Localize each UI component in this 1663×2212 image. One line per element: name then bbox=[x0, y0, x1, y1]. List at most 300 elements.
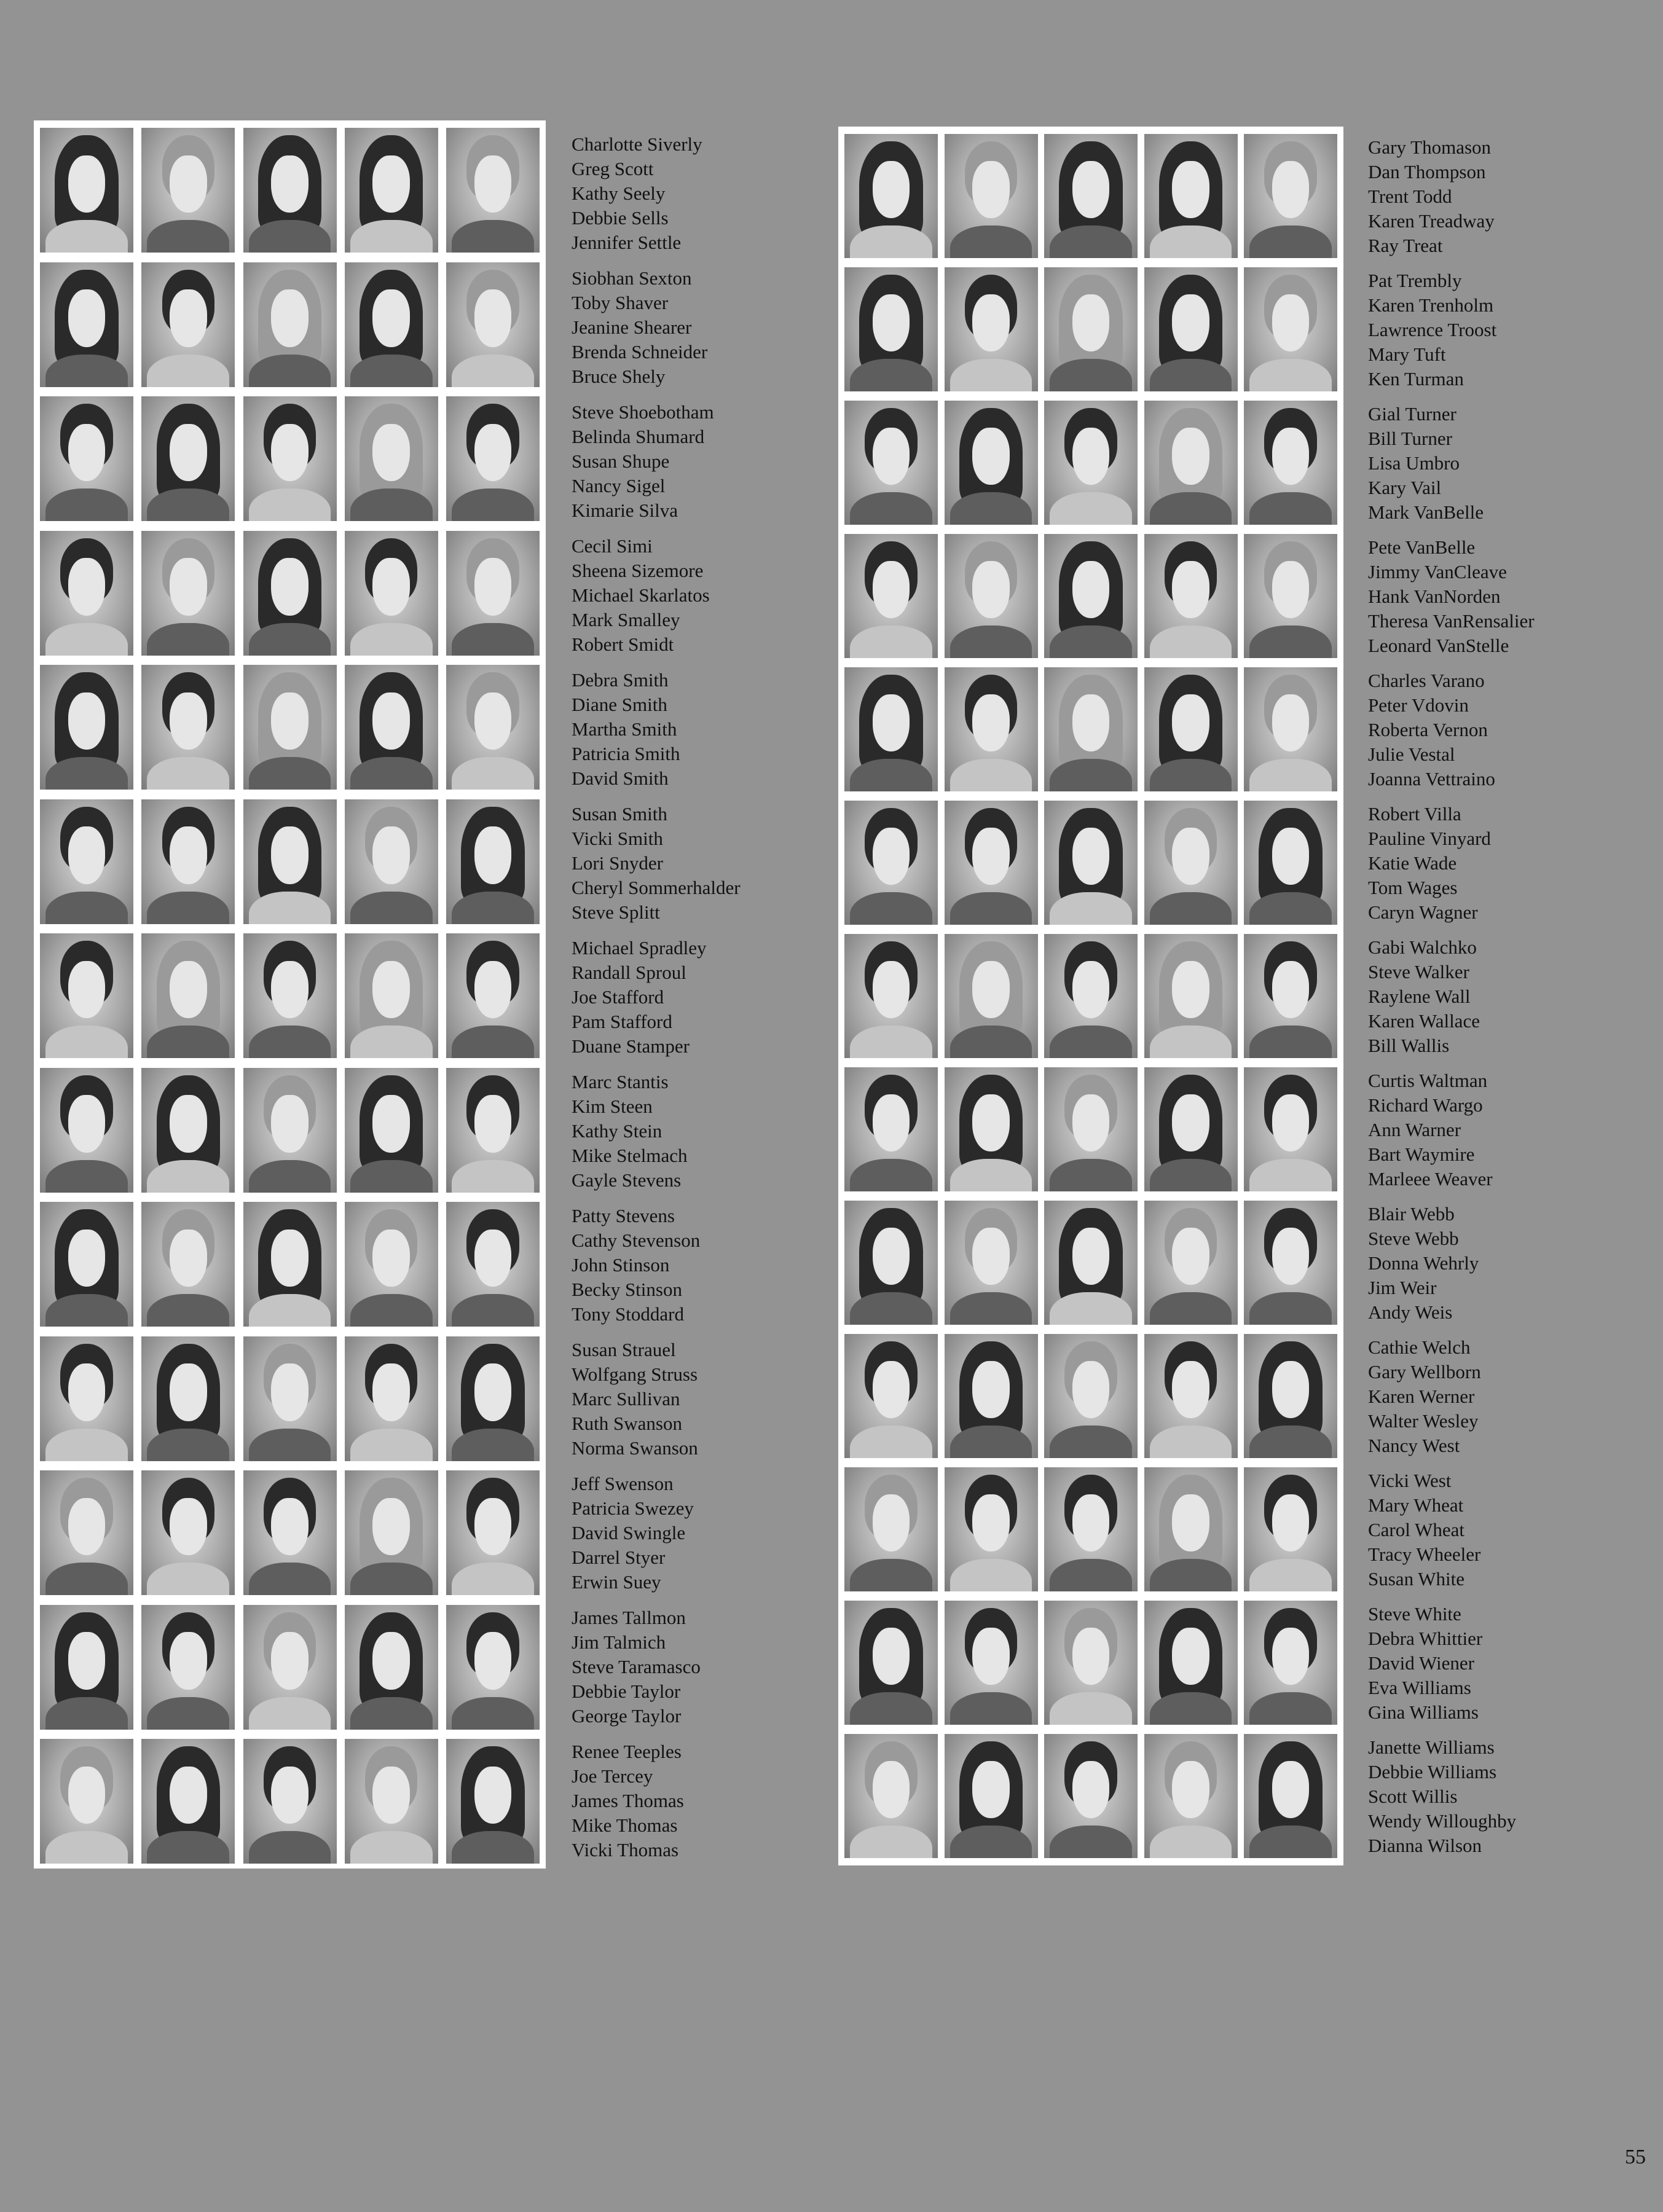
student-name: Trent Todd bbox=[1368, 186, 1452, 207]
right-photo-row bbox=[844, 1601, 1337, 1725]
student-name: Kary Vail bbox=[1368, 477, 1442, 498]
student-name: Pete VanBelle bbox=[1368, 536, 1476, 558]
student-name: Nancy Sigel bbox=[572, 475, 666, 496]
student-portrait bbox=[446, 933, 540, 1058]
student-name: Debra Whittier bbox=[1368, 1628, 1483, 1649]
student-portrait bbox=[844, 401, 938, 525]
student-portrait bbox=[1144, 1467, 1238, 1591]
student-portrait bbox=[1144, 801, 1238, 925]
student-portrait bbox=[1144, 1734, 1238, 1858]
name-group bbox=[1368, 1735, 1516, 1858]
student-name: Gabi Walchko bbox=[1368, 936, 1477, 958]
student-portrait bbox=[243, 1605, 337, 1730]
student-portrait bbox=[141, 1739, 235, 1864]
student-portrait bbox=[844, 667, 938, 791]
student-name: Ray Treat bbox=[1368, 235, 1443, 256]
student-name: Debbie Williams bbox=[1368, 1761, 1497, 1783]
student-name: Hank VanNorden bbox=[1368, 586, 1501, 607]
student-name: Steve Taramasco bbox=[572, 1656, 701, 1677]
student-name: Randall Sproul bbox=[572, 962, 686, 983]
student-portrait bbox=[141, 1470, 235, 1595]
student-name: Renee Teeples bbox=[572, 1741, 682, 1762]
student-name: Jim Weir bbox=[1368, 1277, 1437, 1298]
student-portrait bbox=[243, 1336, 337, 1461]
student-portrait bbox=[844, 1334, 938, 1458]
student-name: Susan Strauel bbox=[572, 1339, 676, 1360]
student-portrait bbox=[844, 1734, 938, 1858]
student-portrait bbox=[844, 534, 938, 658]
student-portrait bbox=[1044, 134, 1138, 258]
student-name: Robert Smidt bbox=[572, 633, 674, 655]
student-portrait bbox=[1144, 1201, 1238, 1325]
student-name: Curtis Waltman bbox=[1368, 1070, 1488, 1091]
student-portrait bbox=[1144, 934, 1238, 1058]
student-portrait bbox=[141, 799, 235, 924]
student-name: Sheena Sizemore bbox=[572, 560, 704, 581]
student-portrait bbox=[1244, 934, 1337, 1058]
student-portrait bbox=[1044, 801, 1138, 925]
student-name: Becky Stinson bbox=[572, 1279, 682, 1300]
student-portrait bbox=[1044, 1601, 1138, 1725]
student-portrait bbox=[345, 396, 438, 521]
student-portrait bbox=[844, 1467, 938, 1591]
left-photo-row bbox=[40, 933, 540, 1058]
student-name: Scott Willis bbox=[1368, 1786, 1458, 1807]
student-name: Ken Turman bbox=[1368, 368, 1464, 390]
student-name: Debbie Taylor bbox=[572, 1681, 681, 1702]
student-name: Tom Wages bbox=[1368, 877, 1458, 898]
student-portrait bbox=[1244, 1734, 1337, 1858]
student-portrait bbox=[446, 262, 540, 387]
student-name: Siobhan Sexton bbox=[572, 267, 692, 289]
student-portrait bbox=[945, 267, 1038, 391]
student-name: Cheryl Sommerhalder bbox=[572, 877, 741, 898]
student-portrait bbox=[345, 1068, 438, 1193]
student-name: Kim Steen bbox=[572, 1096, 653, 1117]
student-portrait bbox=[243, 1068, 337, 1193]
left-photo-row bbox=[40, 128, 540, 253]
left-photo-row bbox=[40, 1068, 540, 1193]
student-portrait bbox=[945, 534, 1038, 658]
student-portrait bbox=[40, 396, 133, 521]
name-group bbox=[572, 802, 741, 925]
student-portrait bbox=[1244, 1334, 1337, 1458]
student-portrait bbox=[141, 1336, 235, 1461]
student-name: Cecil Simi bbox=[572, 535, 653, 557]
student-name: Steve Shoebotham bbox=[572, 401, 714, 423]
student-portrait bbox=[40, 1336, 133, 1461]
left-photo-row bbox=[40, 1605, 540, 1730]
left-photo-row bbox=[40, 799, 540, 924]
student-name: Steve Walker bbox=[1368, 961, 1469, 982]
student-portrait bbox=[945, 667, 1038, 791]
student-portrait bbox=[446, 1068, 540, 1193]
student-name: Vicki Smith bbox=[572, 828, 663, 849]
student-portrait bbox=[141, 933, 235, 1058]
student-portrait bbox=[1244, 134, 1337, 258]
student-portrait bbox=[345, 799, 438, 924]
student-name: Debbie Sells bbox=[572, 207, 669, 229]
student-portrait bbox=[1144, 1334, 1238, 1458]
student-name: Patricia Smith bbox=[572, 743, 680, 764]
student-name: Charlotte Siverly bbox=[572, 133, 702, 155]
student-name: Gayle Stevens bbox=[572, 1169, 682, 1191]
student-name: Gary Thomason bbox=[1368, 136, 1492, 158]
student-portrait bbox=[40, 531, 133, 656]
name-group bbox=[1368, 935, 1480, 1058]
student-portrait bbox=[345, 1470, 438, 1595]
student-portrait bbox=[1244, 667, 1337, 791]
name-group bbox=[1368, 802, 1491, 925]
student-portrait bbox=[345, 1336, 438, 1461]
student-portrait bbox=[243, 396, 337, 521]
student-name: Mike Stelmach bbox=[572, 1145, 688, 1166]
student-name: George Taylor bbox=[572, 1705, 682, 1727]
student-portrait bbox=[1244, 534, 1337, 658]
student-name: Cathy Stevenson bbox=[572, 1230, 701, 1251]
left-photo-row bbox=[40, 665, 540, 790]
student-name: Kathy Stein bbox=[572, 1120, 662, 1142]
name-group bbox=[572, 266, 707, 389]
student-name: Bruce Shely bbox=[572, 366, 666, 387]
student-portrait bbox=[945, 801, 1038, 925]
student-name: Gina Williams bbox=[1368, 1701, 1479, 1723]
student-name: Mary Wheat bbox=[1368, 1494, 1464, 1516]
right-photo-row bbox=[844, 401, 1337, 525]
student-portrait bbox=[141, 1202, 235, 1327]
student-name: Michael Skarlatos bbox=[572, 584, 710, 606]
name-group bbox=[1368, 135, 1495, 258]
right-photo-row bbox=[844, 1334, 1337, 1458]
student-name: Bill Turner bbox=[1368, 428, 1452, 449]
student-portrait bbox=[1044, 1467, 1138, 1591]
student-name: Karen Werner bbox=[1368, 1386, 1475, 1407]
name-group bbox=[572, 1338, 698, 1461]
student-name: Dan Thompson bbox=[1368, 161, 1486, 182]
student-portrait bbox=[1144, 1601, 1238, 1725]
student-name: Darrel Styer bbox=[572, 1547, 666, 1568]
student-name: David Wiener bbox=[1368, 1652, 1474, 1674]
student-name: Ruth Swanson bbox=[572, 1413, 682, 1434]
student-name: Steve White bbox=[1368, 1603, 1461, 1625]
student-name: Cathie Welch bbox=[1368, 1336, 1471, 1358]
right-photo-row bbox=[844, 801, 1337, 925]
student-name: Joe Tercey bbox=[572, 1765, 653, 1787]
student-portrait bbox=[945, 1067, 1038, 1191]
student-name: Dianna Wilson bbox=[1368, 1835, 1482, 1856]
student-portrait bbox=[446, 1336, 540, 1461]
student-portrait bbox=[141, 262, 235, 387]
student-portrait bbox=[345, 933, 438, 1058]
student-name: Joanna Vettraino bbox=[1368, 768, 1495, 790]
student-portrait bbox=[40, 933, 133, 1058]
left-photo-row bbox=[40, 1739, 540, 1864]
student-name: Tony Stoddard bbox=[572, 1303, 684, 1325]
student-name: Wolfgang Struss bbox=[572, 1363, 698, 1385]
student-name: Greg Scott bbox=[572, 158, 654, 179]
student-name: Michael Spradley bbox=[572, 937, 707, 959]
student-portrait bbox=[243, 799, 337, 924]
student-portrait bbox=[446, 1605, 540, 1730]
student-name: Donna Wehrly bbox=[1368, 1252, 1479, 1274]
student-name: Tracy Wheeler bbox=[1368, 1543, 1481, 1565]
name-group bbox=[1368, 1202, 1479, 1325]
student-name: Mary Tuft bbox=[1368, 343, 1446, 365]
student-name: Jeff Swenson bbox=[572, 1473, 674, 1494]
student-portrait bbox=[1044, 1334, 1138, 1458]
student-name: Blair Webb bbox=[1368, 1203, 1455, 1225]
student-portrait bbox=[446, 531, 540, 656]
student-portrait bbox=[945, 1734, 1038, 1858]
student-name: Mike Thomas bbox=[572, 1814, 678, 1836]
student-name: Patricia Swezey bbox=[572, 1497, 694, 1519]
student-name: John Stinson bbox=[572, 1254, 670, 1276]
student-name: Karen Treadway bbox=[1368, 210, 1495, 232]
student-name: Robert Villa bbox=[1368, 803, 1461, 825]
right-photo-row bbox=[844, 1734, 1337, 1858]
student-name: Walter Wesley bbox=[1368, 1410, 1479, 1432]
student-name: Martha Smith bbox=[572, 718, 677, 740]
student-portrait bbox=[243, 665, 337, 790]
student-portrait bbox=[1244, 267, 1337, 391]
student-name: Marleee Weaver bbox=[1368, 1168, 1493, 1190]
student-portrait bbox=[446, 1202, 540, 1327]
student-portrait bbox=[446, 396, 540, 521]
student-portrait bbox=[345, 1739, 438, 1864]
student-portrait bbox=[1144, 1067, 1238, 1191]
student-name: Susan Smith bbox=[572, 803, 667, 825]
student-portrait bbox=[844, 934, 938, 1058]
student-portrait bbox=[243, 128, 337, 253]
student-portrait bbox=[243, 1470, 337, 1595]
name-group bbox=[572, 1606, 701, 1728]
student-name: Caryn Wagner bbox=[1368, 901, 1478, 923]
name-group bbox=[572, 1739, 684, 1862]
student-name: Jennifer Settle bbox=[572, 232, 682, 253]
student-portrait bbox=[40, 1605, 133, 1730]
student-name: Bill Wallis bbox=[1368, 1035, 1450, 1056]
student-name: Kathy Seely bbox=[572, 182, 666, 204]
left-photo-row bbox=[40, 531, 540, 656]
student-name: Charles Varano bbox=[1368, 670, 1485, 691]
student-name: Nancy West bbox=[1368, 1435, 1460, 1456]
student-name: David Smith bbox=[572, 767, 669, 789]
student-portrait bbox=[1044, 1734, 1138, 1858]
student-portrait bbox=[1044, 667, 1138, 791]
student-name: Lisa Umbro bbox=[1368, 452, 1460, 474]
student-name: Karen Wallace bbox=[1368, 1010, 1480, 1032]
student-portrait bbox=[345, 531, 438, 656]
student-name: Lori Snyder bbox=[572, 852, 663, 874]
student-name: Andy Weis bbox=[1368, 1301, 1453, 1323]
name-group bbox=[1368, 269, 1496, 391]
student-portrait bbox=[1144, 534, 1238, 658]
name-group bbox=[572, 1472, 694, 1594]
student-portrait bbox=[40, 1470, 133, 1595]
student-name: Bart Waymire bbox=[1368, 1143, 1475, 1165]
left-photo-row bbox=[40, 1336, 540, 1461]
student-portrait bbox=[243, 1739, 337, 1864]
student-name: Steve Webb bbox=[1368, 1228, 1459, 1249]
student-portrait bbox=[345, 262, 438, 387]
student-name: Jimmy VanCleave bbox=[1368, 561, 1507, 582]
name-group bbox=[1368, 669, 1495, 791]
student-portrait bbox=[141, 396, 235, 521]
student-name: Patty Stevens bbox=[572, 1205, 675, 1226]
name-group bbox=[1368, 1069, 1493, 1191]
student-portrait bbox=[945, 934, 1038, 1058]
right-photo-panel bbox=[838, 127, 1343, 1865]
student-name: Karen Trenholm bbox=[1368, 294, 1494, 316]
student-name: Marc Sullivan bbox=[572, 1388, 680, 1410]
student-portrait bbox=[1144, 134, 1238, 258]
student-portrait bbox=[40, 1068, 133, 1193]
student-portrait bbox=[243, 262, 337, 387]
student-portrait bbox=[945, 1334, 1038, 1458]
student-portrait bbox=[945, 1601, 1038, 1725]
student-name: Susan White bbox=[1368, 1568, 1464, 1590]
student-portrait bbox=[1244, 1601, 1337, 1725]
student-name: Brenda Schneider bbox=[572, 341, 708, 363]
student-name: Vicki Thomas bbox=[572, 1839, 679, 1861]
student-portrait bbox=[446, 1470, 540, 1595]
student-portrait bbox=[945, 1467, 1038, 1591]
student-portrait bbox=[243, 1202, 337, 1327]
student-name: Richard Wargo bbox=[1368, 1094, 1483, 1116]
name-group bbox=[572, 1204, 700, 1327]
name-group bbox=[1368, 1469, 1480, 1591]
student-name: James Thomas bbox=[572, 1790, 684, 1811]
student-portrait bbox=[141, 531, 235, 656]
student-name: Gial Turner bbox=[1368, 403, 1457, 425]
name-group bbox=[1368, 402, 1484, 525]
student-name: Debra Smith bbox=[572, 669, 669, 691]
student-name: Joe Stafford bbox=[572, 986, 664, 1008]
student-portrait bbox=[1244, 1067, 1337, 1191]
student-portrait bbox=[1144, 401, 1238, 525]
student-name: Belinda Shumard bbox=[572, 426, 705, 447]
student-name: Susan Shupe bbox=[572, 450, 670, 472]
student-name: James Tallmon bbox=[572, 1607, 686, 1628]
student-name: Pam Stafford bbox=[572, 1011, 672, 1032]
student-portrait bbox=[1244, 401, 1337, 525]
student-name: Roberta Vernon bbox=[1368, 719, 1488, 740]
student-portrait bbox=[844, 134, 938, 258]
student-portrait bbox=[1044, 534, 1138, 658]
left-photo-row bbox=[40, 1202, 540, 1327]
student-portrait bbox=[446, 665, 540, 790]
name-group bbox=[572, 1070, 688, 1193]
student-name: Steve Splitt bbox=[572, 901, 660, 923]
student-name: Pat Trembly bbox=[1368, 270, 1462, 291]
student-portrait bbox=[1044, 1067, 1138, 1191]
student-name: Julie Vestal bbox=[1368, 743, 1455, 765]
right-photo-row bbox=[844, 534, 1337, 658]
student-portrait bbox=[446, 799, 540, 924]
name-group bbox=[572, 534, 710, 657]
student-name: Vicki West bbox=[1368, 1470, 1452, 1491]
student-name: Erwin Suey bbox=[572, 1571, 661, 1593]
student-name: Raylene Wall bbox=[1368, 986, 1471, 1007]
student-portrait bbox=[844, 1201, 938, 1325]
left-photo-row bbox=[40, 262, 540, 387]
student-name: Norma Swanson bbox=[572, 1437, 698, 1459]
right-photo-row bbox=[844, 667, 1337, 791]
student-portrait bbox=[40, 799, 133, 924]
right-photo-row bbox=[844, 934, 1337, 1058]
student-portrait bbox=[141, 1605, 235, 1730]
student-portrait bbox=[844, 801, 938, 925]
student-portrait bbox=[141, 128, 235, 253]
student-portrait bbox=[1044, 934, 1138, 1058]
student-name: Gary Wellborn bbox=[1368, 1361, 1481, 1382]
student-portrait bbox=[345, 128, 438, 253]
student-portrait bbox=[345, 665, 438, 790]
name-group bbox=[572, 400, 714, 523]
student-portrait bbox=[243, 531, 337, 656]
student-portrait bbox=[1244, 1467, 1337, 1591]
student-portrait bbox=[141, 1068, 235, 1193]
student-portrait bbox=[844, 1601, 938, 1725]
student-name: Peter Vdovin bbox=[1368, 694, 1469, 716]
student-name: Wendy Willoughby bbox=[1368, 1810, 1517, 1832]
student-portrait bbox=[945, 134, 1038, 258]
right-photo-row bbox=[844, 1067, 1337, 1191]
right-photo-row bbox=[844, 1467, 1337, 1591]
student-portrait bbox=[40, 128, 133, 253]
student-portrait bbox=[1044, 401, 1138, 525]
student-name: Mark VanBelle bbox=[1368, 501, 1484, 523]
student-portrait bbox=[141, 665, 235, 790]
student-name: Diane Smith bbox=[572, 694, 667, 715]
student-portrait bbox=[345, 1605, 438, 1730]
student-portrait bbox=[945, 1201, 1038, 1325]
student-portrait bbox=[40, 665, 133, 790]
name-group bbox=[572, 132, 702, 255]
student-portrait bbox=[945, 401, 1038, 525]
student-portrait bbox=[1244, 801, 1337, 925]
student-portrait bbox=[1144, 267, 1238, 391]
name-group bbox=[1368, 1335, 1481, 1458]
student-name: Carol Wheat bbox=[1368, 1519, 1464, 1540]
student-portrait bbox=[1144, 667, 1238, 791]
student-name: Duane Stamper bbox=[572, 1035, 690, 1057]
student-portrait bbox=[243, 933, 337, 1058]
page-number: 55 bbox=[1625, 2146, 1646, 2168]
student-name: Kimarie Silva bbox=[572, 500, 678, 521]
student-name: David Swingle bbox=[572, 1522, 686, 1543]
name-group bbox=[1368, 1602, 1482, 1725]
student-portrait bbox=[40, 1202, 133, 1327]
student-portrait bbox=[40, 262, 133, 387]
right-photo-row bbox=[844, 1201, 1337, 1325]
student-portrait bbox=[40, 1739, 133, 1864]
student-name: Janette Williams bbox=[1368, 1736, 1495, 1758]
student-portrait bbox=[446, 1739, 540, 1864]
name-group bbox=[572, 936, 707, 1059]
left-photo-row bbox=[40, 1470, 540, 1595]
student-name: Jim Talmich bbox=[572, 1631, 666, 1653]
student-portrait bbox=[844, 267, 938, 391]
name-group bbox=[1368, 535, 1535, 658]
left-photo-panel bbox=[34, 120, 546, 1869]
student-name: Leonard VanStelle bbox=[1368, 635, 1509, 656]
student-name: Katie Wade bbox=[1368, 852, 1457, 874]
name-group bbox=[572, 668, 680, 791]
student-name: Toby Shaver bbox=[572, 292, 669, 313]
student-name: Jeanine Shearer bbox=[572, 316, 692, 338]
student-name: Lawrence Troost bbox=[1368, 319, 1497, 340]
